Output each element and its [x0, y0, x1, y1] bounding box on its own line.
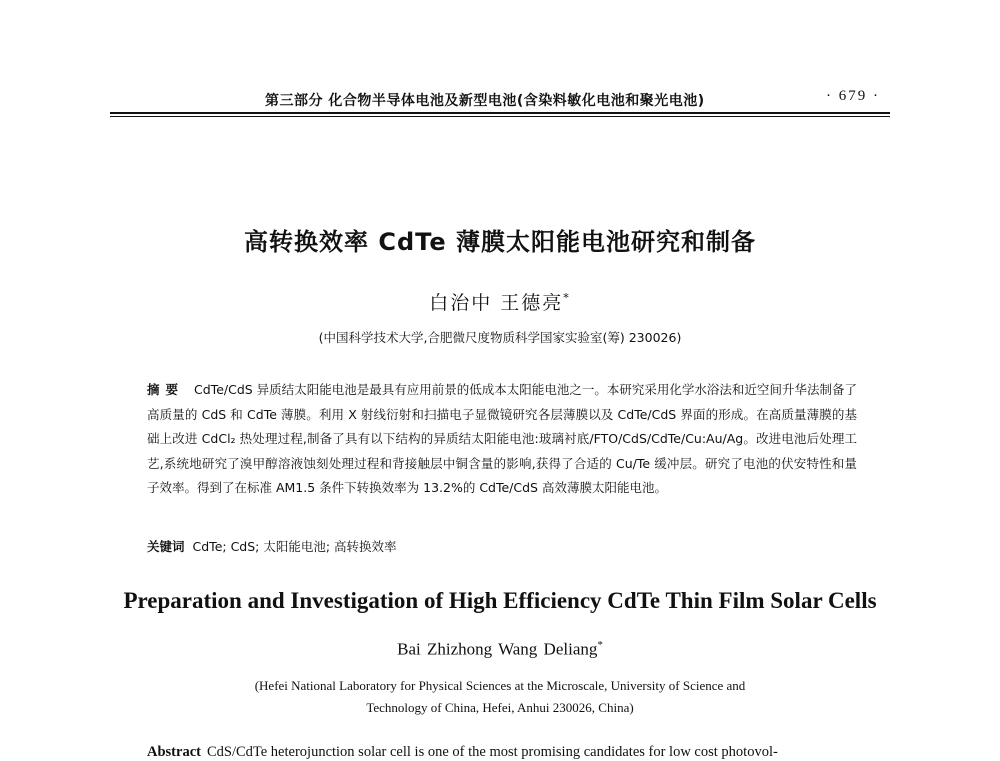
paper-title-zh: 高转换效率 CdTe 薄膜太阳能电池研究和制备: [244, 228, 756, 256]
affiliation-zh: (中国科学技术大学,合肥微尺度物质科学国家实验室(筹) 230026): [318, 330, 682, 345]
abstract-label-zh: 摘要: [147, 382, 185, 397]
page-number: · 679 ·: [826, 88, 880, 104]
abstract-text-en: CdS/CdTe heterojunction solar cell is one of the most promising candidates for low cost photovol-: [206, 744, 778, 760]
abstract-en: [147, 744, 857, 761]
paper-title-en: Preparation and Investigation of High Efficiency CdTe Thin Film Solar Cells: [123, 588, 877, 613]
author-names-zh: 白治中 王德亮: [429, 292, 564, 314]
running-header: [110, 88, 890, 112]
authors-en: [0, 639, 1000, 660]
affiliation-en-line2: Technology of China, Hefei, Anhui 230026, China): [366, 700, 634, 715]
affiliation-en: [0, 675, 1000, 719]
abstract-label-en: Abstract: [147, 744, 201, 760]
abstract-text-zh: CdTe/CdS 异质结太阳能电池是最具有应用前景的低成本太阳能电池之一。本研究采用化学水浴法和近空间升华法制备了高质量的 CdS 和 CdTe 薄膜。利用 X 射线衍射和扫描电子显微镜研究各层薄膜以及 CdTe/CdS 界面的形成。在高质量薄膜的基础上改进 CdCl₂ 热处理过程,制备了具有以下结构的异质结太阳能电池:玻璃衬底/FTO/CdS/CdTe/Cu:Au/Ag。改进电池后处理工艺,系统地研究了溴甲醇溶液蚀刻处理过程和背接触层中铜含量的影响,获得了合适的 Cu/Te 缓冲层。研究了电池的伏安特性和量子效率。得到了在标准 AM1.5 条件下转换效率为 13.2%的 CdTe/CdS 高效薄膜太阳能电池。: [147, 382, 857, 495]
section-title: 第三部分 化合物半导体电池及新型电池(含染料敏化电池和聚光电池): [265, 93, 705, 109]
keywords-zh: [147, 537, 857, 555]
author-names-en: Bai Zhizhong Wang Deliang: [397, 639, 598, 659]
header-rule-thin: [110, 116, 890, 117]
corresponding-author-mark: *: [563, 291, 571, 305]
keywords-text-zh: CdTe; CdS; 太阳能电池; 高转换效率: [192, 539, 397, 554]
corresponding-author-mark-en: *: [597, 639, 603, 651]
affiliation-en-line1: (Hefei National Laboratory for Physical Sciences at the Microscale, University of Science and: [254, 678, 746, 693]
abstract-zh: [147, 378, 857, 501]
authors-zh: [0, 288, 1000, 315]
header-rule-thick: [110, 112, 890, 114]
keywords-label-zh: 关键词: [147, 539, 185, 554]
